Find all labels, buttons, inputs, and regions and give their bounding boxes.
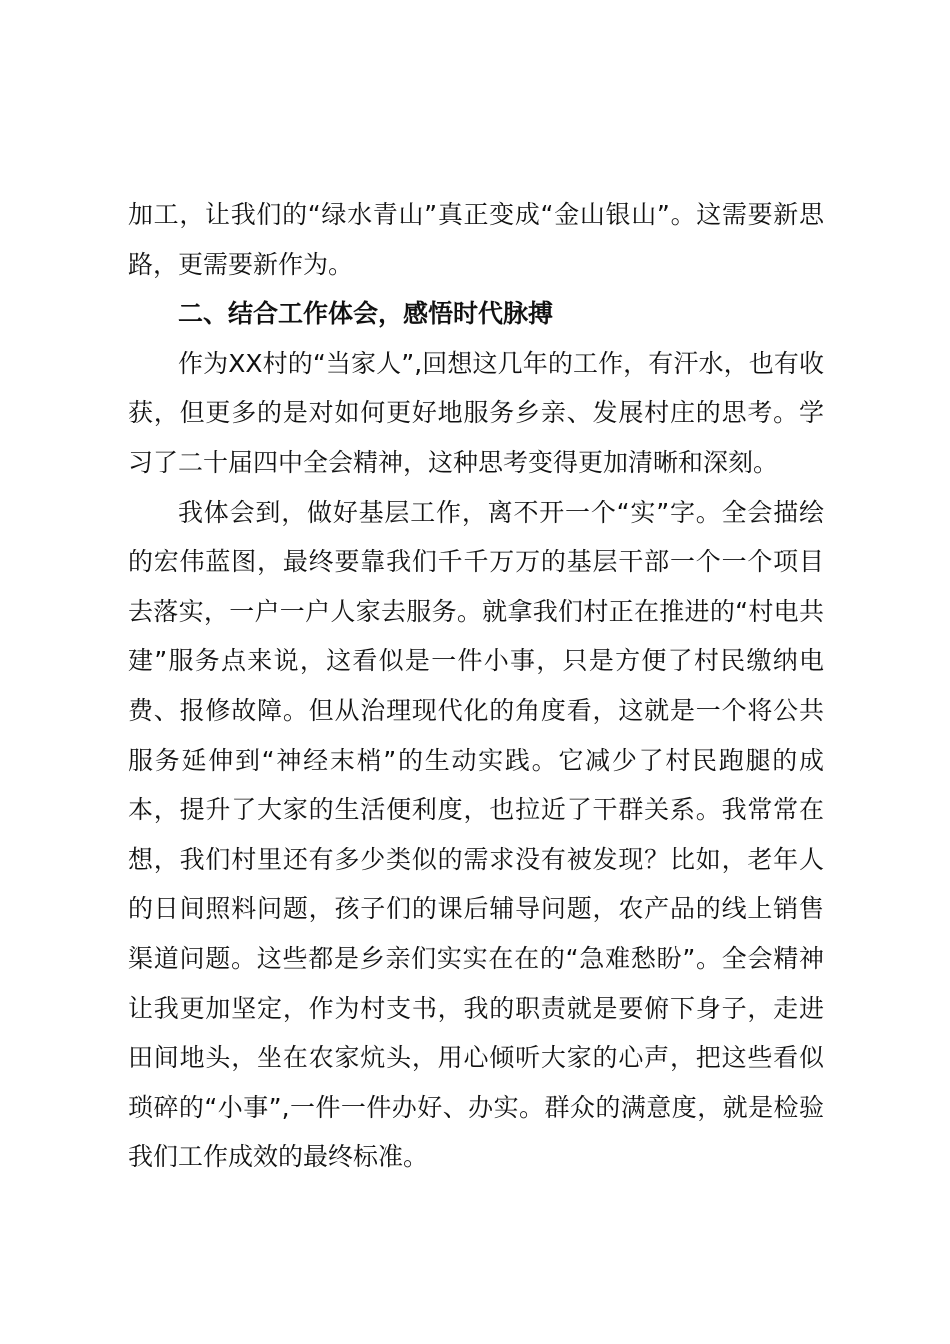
document-body xyxy=(128,190,824,1182)
section-heading: 二、结合工作体会，感悟时代脉搏 xyxy=(178,299,554,329)
paragraph-experience: 我体会到，做好基层工作，离不开一个“实”字。全会描绘的宏伟蓝图，最终要靠我们千千万万的基层干部一个一个项目去落实，一户一户人家去服务。就拿我们村正在推进的“村电共建”服务点来说，这看似是一件小事，只是方便了村民缴纳电费、报修故障。但从治理现代化的角度看，这就是一个将公共服务延伸到“神经末梢”的生动实践。它减少了村民跑腿的成本，提升了大家的生活便利度，也拉近了干群关系。我常常在想，我们村里还有多少类似的需求没有被发现？比如，老年人的日间照料问题，孩子们的课后辅导问题，农产品的线上销售渠道问题。这些都是乡亲们实实在在的“急难愁盼”。全会精神让我更加坚定，作为村支书，我的职责就是要俯下身子，走进田间地头，坐在农家炕头，用心倾听大家的心声，把这些看似琐碎的“小事”,一件一件办好、办实。群众的满意度，就是检验我们工作成效的最终标准。 xyxy=(128,497,824,1172)
paragraph-reflection: 作为XX村的“当家人”,回想这几年的工作，有汗水，也有收获，但更多的是对如何更好地服务乡亲、发展村庄的思考。学习了二十届四中全会精神，这种思考变得更加清晰和深刻。 xyxy=(128,348,824,477)
paragraph-continuation: 加工，让我们的“绿水青山”真正变成“金山银山”。这需要新思路，更需要新作为。 xyxy=(128,200,824,279)
